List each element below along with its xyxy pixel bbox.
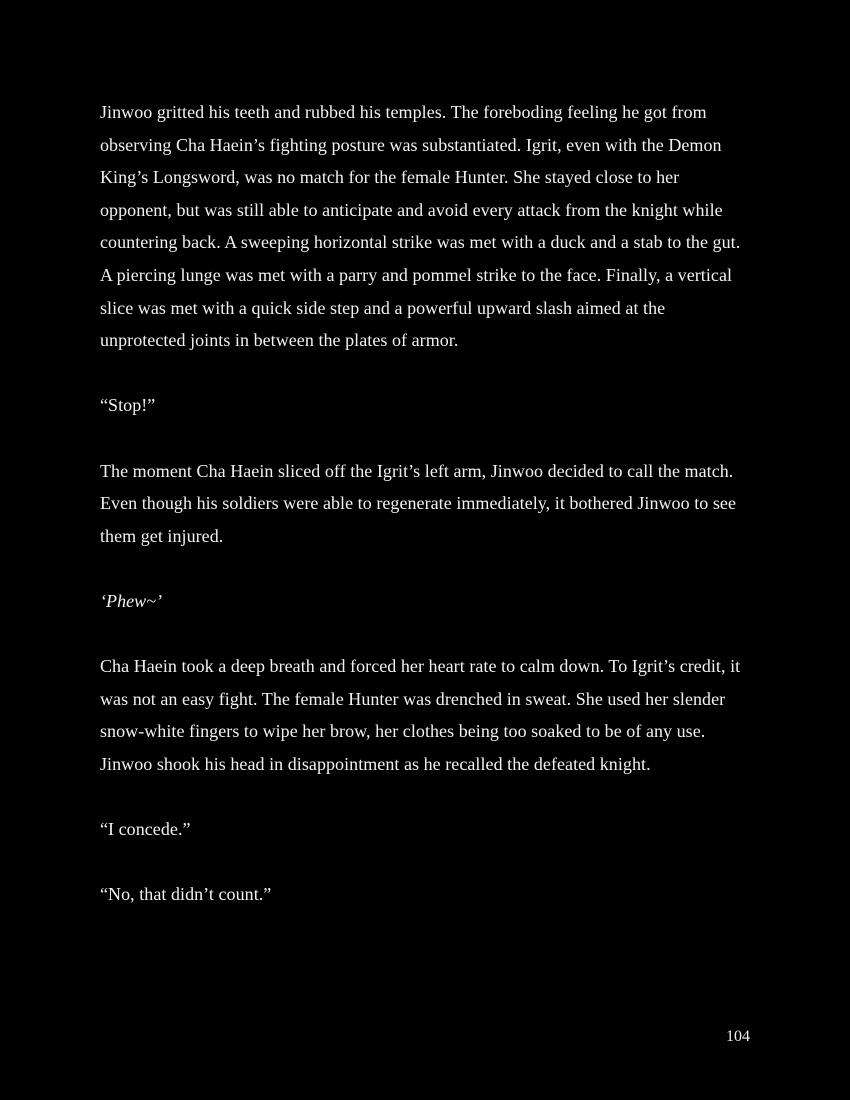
paragraph-dialogue-stop: “Stop!” [100, 395, 156, 416]
paragraph-thought-phew: ‘Phew~’ [100, 590, 163, 611]
paragraph-dialogue-concede: “I concede.” [100, 819, 191, 840]
page-number: 104 [726, 1028, 750, 1045]
paragraph-narration-3: Cha Haein took a deep breath and forced her heart rate to calm down. To Igrit’s credit, it was not an easy fight. The female Hunter was drenched in sweat. She used her slender snow-white fingers to wipe her brow, her clothes being too soaked to be of any use. Jinwoo shook his head in disappointment as he recalled the defeated knight. [100, 656, 741, 774]
paragraph-narration-2: The moment Cha Haein sliced off the Igrit’s left arm, Jinwoo decided to call the match. Even though his soldiers were able to regenerate immediately, it bothered Jinwoo to see them get injured. [100, 460, 736, 546]
paragraph-dialogue-didnt-count: “No, that didn’t count.” [100, 884, 272, 905]
body-text [100, 96, 755, 943]
paragraph-narration-1: Jinwoo gritted his teeth and rubbed his temples. The foreboding feeling he got from observing Cha Haein’s fighting posture was substantiated. Igrit, even with the Demon King’s Longsword, was no match for the female Hunter. She stayed close to her opponent, but was still able to anticipate and avoid every attack from the knight while countering back. A sweeping horizontal strike was met with a duck and a stab to the gut. A piercing lunge was met with a parry and pommel strike to the face. Finally, a vertical slice was met with a quick side step and a powerful upward slash aimed at the unprotected joints in between the plates of armor. [100, 102, 741, 351]
